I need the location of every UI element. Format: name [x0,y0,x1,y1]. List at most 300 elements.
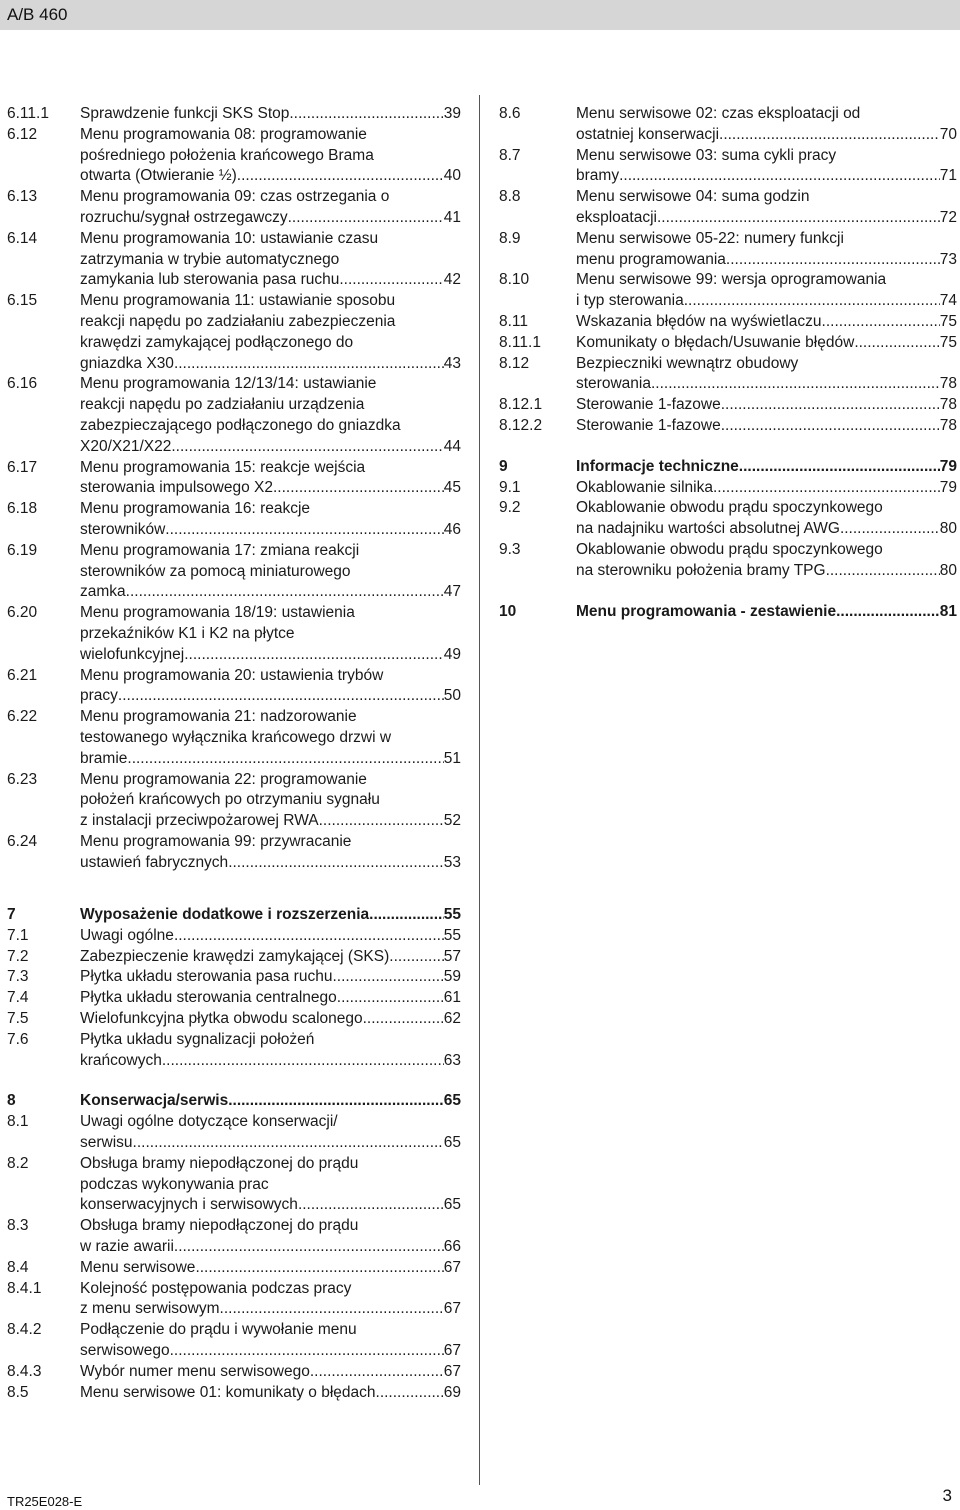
toc-entry[interactable] [499,354,957,396]
toc-entry[interactable] [7,1091,461,1112]
toc-entry-last-line [80,645,461,666]
toc-entry-title-line: Menu programowania 09: czas ostrzegania o [80,188,390,206]
dot-leader [170,1341,444,1362]
toc-entry[interactable] [7,458,461,500]
toc-entry-title-line: Menu serwisowe 03: suma cykli pracy [576,146,837,164]
toc-entry-last-line [576,208,957,229]
toc-entry-number: 8.11 [499,312,529,330]
toc-entry[interactable] [499,270,957,312]
toc-entry[interactable] [7,1030,461,1072]
toc-entry[interactable] [499,602,957,623]
toc-entry-page: 74 [939,292,957,310]
toc-entry-number: 8.9 [499,229,521,247]
dot-leader [836,602,940,623]
toc-entry-title-line: Wybór numer menu serwisowego [80,1362,310,1380]
toc-entry-last-line [80,520,461,541]
toc-entry-number: 7.4 [7,989,29,1007]
toc-entry-number: 6.20 [7,604,38,622]
toc-entry-last-line [576,312,957,333]
toc-entry[interactable] [499,187,957,229]
toc-entry-body [80,947,461,968]
toc-entry-page: 57 [443,947,461,965]
toc-entry[interactable] [499,229,957,271]
toc-entry-last-line [80,478,461,499]
toc-entry-title-line: Uwagi ogólne dotyczące konserwacji/ [80,1113,338,1131]
toc-entry-title-line: sterowania impulsowego X2 [80,479,273,497]
toc-entry-number: 7.2 [7,947,29,965]
dot-leader [369,905,444,926]
toc-entry[interactable] [7,988,461,1009]
dot-leader [127,749,443,770]
toc-entry-page: 62 [443,1009,461,1027]
toc-entry-body [80,1009,461,1030]
toc-entry[interactable] [7,666,461,708]
toc-entry-body [80,707,461,769]
toc-entry-title-line: Sprawdzenie funkcji SKS Stop [80,105,290,122]
toc-entry-page: 67 [443,1300,461,1318]
dot-leader [220,1299,444,1320]
dot-leader [719,125,940,146]
toc-entry-last-line [80,1091,461,1112]
toc-entry[interactable] [7,499,461,541]
toc-entry-title-line: Menu serwisowe 05-22: numery funkcji [576,229,844,247]
toc-entry[interactable] [499,457,957,478]
toc-entry-title-line: Menu programowania 22: programowanie [80,770,367,788]
dot-leader [126,582,444,603]
toc-entry[interactable] [499,312,957,333]
toc-entry-number: 6.17 [7,458,38,476]
toc-entry-title-line: Menu programowania 18/19: ustawienia [80,604,355,622]
toc-entry-page: 70 [939,125,957,143]
toc-entry-body [576,104,957,146]
toc-entry-title-line: zabezpieczającego podłączonego do gniazdka [80,416,401,434]
dot-leader [826,561,940,582]
toc-entry-last-line [80,988,461,1009]
toc-entry-title-line: Zabezpieczenie krawędzi zamykającej (SKS) [80,947,390,965]
toc-entry-page: 65 [443,1092,461,1110]
toc-entry-title-line: Menu programowania 11: ustawianie sposobu [80,292,396,310]
toc-entry-number: 8.11.1 [499,333,541,351]
toc-entry-title-line: Sterowanie 1-fazowe [576,396,721,414]
toc-entry-title-line: w razie awarii [80,1237,174,1255]
toc-entry-title-line: Menu programowania 17: zmiana reakcji [80,541,360,559]
toc-entry[interactable] [7,1154,461,1216]
toc-entry-last-line [80,1195,461,1216]
toc-entry-title-line: pośredniego położenia krańcowego Brama [80,146,374,164]
toc-entry-last-line [80,853,461,874]
toc-entry-title-line: zamka [80,583,126,601]
toc-entry-last-line [80,1051,461,1072]
toc-entry-page: 61 [443,989,461,1007]
toc-entry-last-line [80,270,461,291]
toc-entry-body [80,770,461,832]
dot-leader [332,967,443,988]
toc-column-left [7,104,461,873]
toc-entry[interactable] [499,395,957,416]
toc-entry-title-line: przekaźników K1 i K2 na płytce [80,624,295,642]
toc-entry-body [576,395,957,416]
toc-entry-number: 6.22 [7,708,38,726]
toc-entry-title-line: Płytka układu sterowania pasa ruchu [80,968,333,986]
toc-entry-title-line: sterowania [576,375,651,393]
toc-entry-number: 6.14 [7,229,38,247]
dot-leader [184,645,444,666]
toc-column-right [499,104,957,622]
toc-entry-page: 78 [939,375,957,393]
toc-entry-last-line [576,250,957,271]
toc-entry[interactable] [7,967,461,988]
toc-entry[interactable] [7,1009,461,1030]
toc-entry-page: 69 [443,1383,461,1401]
dot-leader [174,926,444,947]
toc-entry-body [80,832,461,874]
toc-entry-last-line [80,749,461,770]
dot-leader [376,1383,444,1404]
toc-entry-last-line [80,1133,461,1154]
toc-entry-last-line [576,457,957,478]
toc-entry-body [80,374,461,457]
toc-entry-title-line: Płytka układu sterowania centralnego [80,989,337,1007]
toc-entry-number: 6.18 [7,500,38,518]
toc-entry-body [576,187,957,229]
toc-entry-body [80,666,461,708]
toc-entry-page: 78 [939,416,957,434]
toc-entry-title-line: eksploatacji [576,208,657,226]
toc-entry-title-line: Konserwacja/serwis [80,1092,229,1110]
toc-entry-title-line: sterowników [80,520,166,538]
toc-entry[interactable] [7,1383,461,1404]
dot-leader [228,853,444,874]
toc-entry-title-line: Menu serwisowe 99: wersja oprogramowania [576,271,887,289]
toc-entry-title-line: Uwagi ogólne [80,926,174,944]
toc-entry-last-line [80,208,461,229]
toc-entry-title-line: gniazdka X30 [80,354,174,372]
toc-entry-page: 75 [939,312,957,330]
toc-entry-page: 52 [443,812,461,830]
toc-entry-number: 8.4 [7,1258,29,1276]
toc-entry-body [80,187,461,229]
toc-entry-body [80,1030,461,1072]
toc-entry-page: 75 [939,333,957,351]
dot-leader [228,1091,444,1112]
dot-leader [840,519,940,540]
toc-entry-title-line: Menu serwisowe 04: suma godzin [576,188,810,206]
toc-entry-number: 8.8 [499,188,521,206]
toc-entry-page: 55 [443,906,461,923]
toc-entry-page: 65 [443,1196,461,1214]
toc-entry-body [576,416,957,437]
toc-entry-title-line: serwisu [80,1133,133,1151]
toc-entry[interactable] [499,104,957,146]
toc-entry-last-line [576,519,957,540]
toc-entry[interactable] [7,603,461,665]
toc-entry-page: 40 [443,167,461,185]
toc-entry-last-line [80,1362,461,1383]
toc-entry-body [80,291,461,374]
toc-entry-body [80,905,461,926]
toc-entry-number: 6.12 [7,125,38,143]
dot-leader [165,520,443,541]
toc-entry-page: 41 [443,208,461,226]
toc-entry-page: 79 [939,457,957,475]
toc-entry-page: 42 [443,271,461,289]
toc-entry-title-line: podczas wykonywania prac [80,1175,269,1193]
toc-entry-title-line: rozruchu/sygnał ostrzegawczy [80,208,288,226]
toc-entry[interactable] [7,707,461,769]
toc-entry-page: 53 [443,853,461,871]
toc-entry-body [576,270,957,312]
toc-entry-number: 9.2 [499,499,521,517]
dot-leader [118,686,444,707]
toc-entry-last-line [80,686,461,707]
toc-entry-title-line: Menu programowania 10: ustawianie czasu [80,229,379,247]
toc-entry[interactable] [7,926,461,947]
toc-entry-body [576,354,957,396]
toc-entry-last-line [576,166,957,187]
toc-entry-page: 39 [443,105,461,122]
toc-entry-title-line: z instalacji przeciwpożarowej RWA [80,812,319,830]
toc-entry-last-line [576,291,957,312]
toc-entry-page: 65 [443,1133,461,1151]
dot-leader [726,250,940,271]
toc-entry-number: 8.2 [7,1154,29,1172]
toc-entry[interactable] [499,498,957,540]
toc-entry[interactable] [499,540,957,582]
toc-entry-body [576,146,957,188]
toc-entry-body [80,1091,461,1112]
header-bar [0,0,960,30]
toc-entry-body [80,541,461,603]
toc-entry-number: 8.3 [7,1217,29,1235]
toc-entry[interactable] [7,541,461,603]
toc-entry-body [80,458,461,500]
toc-entry-title-line: Podłączenie do prądu i wywołanie menu [80,1321,357,1339]
toc-entry-last-line [80,967,461,988]
toc-entry[interactable] [7,947,461,968]
toc-entry-body [576,498,957,540]
toc-entry-last-line [576,374,957,395]
column-divider [479,95,480,1485]
toc-entry-body [576,540,957,582]
toc-entry-last-line [80,354,461,375]
toc-entry-last-line [80,1299,461,1320]
toc-entry[interactable] [7,1112,461,1154]
toc-entry[interactable] [7,291,461,374]
dot-leader [739,457,940,478]
toc-entry-last-line [80,905,461,926]
toc-entry-page: 46 [443,520,461,538]
toc-entry[interactable] [499,478,957,499]
toc-entry[interactable] [7,770,461,832]
toc-entry[interactable] [499,333,957,354]
toc-entry-last-line [576,416,957,437]
toc-entry-title-line: Okablowanie silnika [576,478,713,496]
toc-entry-number: 6.13 [7,188,38,206]
toc-entry-last-line [80,926,461,947]
dot-leader [337,988,444,1009]
toc-entry-title-line: Menu serwisowe [80,1258,196,1276]
toc-entry-body [80,1216,461,1258]
toc-entry-last-line [80,811,461,832]
toc-entry-title-line: Sterowanie 1-fazowe [576,416,721,434]
toc-entry-body [80,1362,461,1383]
toc-entry-body [80,1320,461,1362]
toc-entry-page: 80 [939,561,957,579]
toc-entry-body [576,312,957,333]
toc-entry-title-line: konserwacyjnych i serwisowych [80,1196,298,1214]
toc-entry-number: 8.12 [499,354,530,372]
toc-entry-page: 51 [443,749,461,767]
toc-entry-title-line: Menu programowania 08: programowanie [80,125,367,143]
toc-entry-page: 49 [443,645,461,663]
toc-entry-page: 78 [939,396,957,414]
toc-entry-title-line: Bezpieczniki wewnątrz obudowy [576,354,799,372]
toc-entry[interactable] [7,1279,461,1321]
toc-entry-body [80,499,461,541]
toc-entry-last-line [80,1237,461,1258]
dot-leader [162,1051,444,1072]
dot-leader [684,291,940,312]
toc-entry-body [80,603,461,665]
toc-entry-body [80,125,461,187]
toc-entry-number: 8.12.2 [499,416,543,434]
toc-entry-title-line: Wskazania błędów na wyświetlaczu [576,312,822,330]
toc-entry-title-line: Menu programowania 15: reakcje wejścia [80,458,366,476]
toc-entry-title-line: serwisowego [80,1341,170,1359]
toc-entry-number: 7.3 [7,968,29,986]
dot-leader [389,947,443,968]
toc-entry[interactable] [7,905,461,926]
toc-entry[interactable] [7,374,461,457]
dot-leader [237,166,444,187]
toc-entry-title-line: bramy [576,167,620,185]
toc-entry[interactable] [7,832,461,874]
toc-entry-body [80,229,461,291]
toc-entry-number: 6.15 [7,292,38,310]
toc-entry[interactable] [7,1320,461,1362]
toc-entry-body [80,1383,461,1404]
dot-leader [273,478,444,499]
footer-document-id: TR25E028-E [7,1494,83,1509]
toc-entry-title-line: pracy [80,687,118,705]
toc-entry-number: 6.11.1 [7,105,49,122]
toc-entry-title-line: położeń krańcowych po otrzymaniu sygnału [80,791,380,809]
toc-entry-body [80,1279,461,1321]
toc-entry-last-line [576,478,957,499]
toc-entry-page: 55 [443,926,461,944]
toc-entry-title-line: Obsługa bramy niepodłączonej do prądu [80,1217,359,1235]
dot-leader [339,270,443,291]
toc-entry-title-line: Menu serwisowe 01: komunikaty o błędach [80,1383,376,1401]
toc-entry-title-line: zatrzymania w trybie automatycznego [80,250,340,268]
toc-entry-title-line: Okablowanie obwodu prądu spoczynkowego [576,540,883,558]
toc-entry-title-line: Menu programowania 16: reakcje [80,500,311,518]
toc-entry-title-line: ostatniej konserwacji [576,125,720,143]
toc-entry-title-line: Wielofunkcyjna płytka obwodu scalonego [80,1009,363,1027]
toc-entry-last-line [576,125,957,146]
toc-entry-title-line: Wyposażenie dodatkowe i rozszerzenia [80,906,370,923]
toc-entry-page: 44 [443,437,461,455]
toc-entry-title-line: Menu programowania 12/13/14: ustawianie [80,375,377,393]
dot-leader [289,104,443,125]
toc-entry-title-line: wielofunkcyjnej [80,645,185,663]
toc-entry-title-line: Okablowanie obwodu prądu spoczynkowego [576,499,883,517]
toc-entry-page: 45 [443,479,461,497]
toc-entry-number: 8.4.3 [7,1362,42,1380]
toc-entry-page: 67 [443,1341,461,1359]
toc-entry-number: 8.10 [499,271,530,289]
toc-entry-title-line: menu programowania [576,250,726,268]
toc-entry-title-line: krańcowych [80,1051,162,1069]
toc-entry-body [576,478,957,499]
dot-leader [195,1258,443,1279]
dot-leader [174,354,444,375]
toc-entry-title-line: na nadajniku wartości absolutnej AWG [576,520,840,538]
toc-entry-number: 8 [7,1092,16,1110]
toc-entry-body [576,602,957,623]
toc-entry-number: 7.5 [7,1009,29,1027]
toc-entry-page: 43 [443,354,461,372]
toc-entry-title-line: Menu serwisowe 02: czas eksploatacji od [576,105,861,122]
toc-entry[interactable] [7,104,461,125]
dot-leader [174,1237,444,1258]
document-code: A/B 460 [7,5,68,24]
toc-entry-number: 8.4.2 [7,1321,42,1339]
dot-leader [822,312,940,333]
toc-entry-number: 10 [499,602,517,620]
toc-entry-last-line [576,333,957,354]
dot-leader [133,1133,444,1154]
toc-entry-title-line: Menu programowania 20: ustawienia trybów [80,666,384,684]
toc-entry-number: 8.6 [499,105,521,122]
toc-entry-last-line [576,602,957,623]
toc-entry[interactable] [7,1362,461,1383]
toc-entry-last-line [80,1341,461,1362]
toc-entry-last-line [80,437,461,458]
toc-entry-title-line: zamykania lub sterowania pasa ruchu [80,271,340,289]
toc-entry-body [80,1258,461,1279]
toc-entry-body [80,967,461,988]
toc-entry-number: 6.23 [7,770,38,788]
toc-entry[interactable] [7,229,461,291]
toc-entry-page: 50 [443,687,461,705]
toc-entry-page: 79 [939,478,957,496]
toc-entry-body [80,1154,461,1216]
toc-entry-number: 8.1 [7,1113,29,1131]
toc-entry[interactable] [499,146,957,188]
toc-entry-page: 71 [939,167,957,185]
toc-entry[interactable] [7,187,461,229]
toc-entry[interactable] [499,416,957,437]
toc-entry-title-line: Obsługa bramy niepodłączonej do prądu [80,1154,359,1172]
toc-entry-page: 72 [939,208,957,226]
toc-entry-title-line: reakcji napędu po zadziałaniu urządzenia [80,396,365,414]
toc-entry-title-line: z menu serwisowym [80,1300,220,1318]
toc-entry[interactable] [7,1258,461,1279]
toc-entry-last-line [80,104,461,125]
toc-entry[interactable] [7,125,461,187]
toc-entry-body [80,926,461,947]
toc-entry-title-line: Płytka układu sygnalizacji położeń [80,1030,315,1048]
toc-entry[interactable] [7,1216,461,1258]
toc-entry-body [576,457,957,478]
toc-entry-last-line [80,1009,461,1030]
toc-entry-title-line: na sterowniku położenia bramy TPG [576,561,826,579]
toc-entry-body [576,229,957,271]
toc-entry-number: 6.21 [7,666,38,684]
toc-entry-number: 8.12.1 [499,396,543,414]
toc-entry-last-line [576,395,957,416]
